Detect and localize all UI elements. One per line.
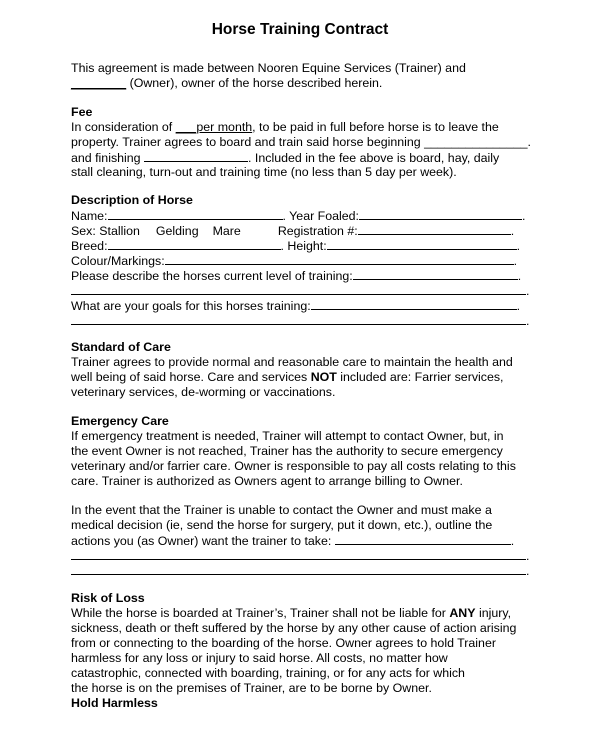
actions-label: actions you (as Owner) want the trainer to take: — [71, 534, 335, 548]
breed-row: Breed: . Height: . — [71, 239, 521, 253]
emergency-p2-line-2: medical decision (ie, send the horse for surgery, put it down, etc.), outline the — [71, 518, 493, 532]
goals-field-2[interactable] — [71, 313, 526, 325]
standard-heading: Standard of Care — [71, 340, 171, 354]
description-section — [71, 193, 551, 328]
name-field[interactable] — [108, 208, 283, 220]
current-level-row: Please describe the horses current level of training: . — [71, 269, 522, 283]
emergency-section — [71, 414, 551, 489]
current-level-row-2: . — [71, 283, 551, 298]
risk-line: from or connecting to the boarding of the horse. Owner agrees to hold Trainer — [71, 636, 496, 650]
emergency-line: If emergency treatment is needed, Trainer will attempt to contact Owner, but, in — [71, 429, 504, 443]
owner-name-blank[interactable]: ________ — [71, 76, 127, 90]
intro-line-1: This agreement is made between Nooren Equine Services (Trainer) and — [71, 61, 466, 75]
emergency-line: veterinary and/or farrier care. Owner is responsible to pay all costs relating to this — [71, 459, 516, 473]
risk-line: catastrophic, connected with boarding, training, or for any acts for which — [71, 666, 465, 680]
height-field[interactable] — [327, 238, 517, 250]
risk-section — [71, 591, 551, 711]
intro-line-2-text: (Owner), owner of the horse described herein. — [126, 76, 383, 90]
actions-row-3: . — [71, 563, 551, 578]
registration-label: Registration #: — [277, 224, 358, 238]
finishing-date-field[interactable] — [144, 150, 248, 162]
description-heading: Description of Horse — [71, 193, 193, 207]
registration-field[interactable] — [358, 223, 511, 235]
risk-line-1 — [71, 606, 551, 621]
hold-harmless-heading: Hold Harmless — [71, 696, 158, 710]
mare-option[interactable]: Mare — [212, 224, 241, 238]
gelding-option[interactable]: Gelding — [155, 224, 199, 238]
colour-field[interactable] — [165, 253, 514, 265]
current-level-field[interactable] — [353, 268, 518, 280]
risk-text: injury, — [475, 606, 512, 620]
goals-label: What are your goals for this horses training: — [71, 299, 311, 313]
intro-line-2 — [71, 76, 551, 91]
goals-row: What are your goals for this horses training: . — [71, 299, 521, 313]
fee-text: and finishing — [71, 151, 145, 165]
height-label: Height: — [287, 239, 327, 253]
any-emphasis: ANY — [449, 606, 476, 620]
page-title: Horse Training Contract — [211, 21, 389, 38]
emergency-line: the event Owner is not reached, Trainer has the authority to secure emergency — [71, 444, 503, 458]
fee-line-1 — [71, 120, 551, 135]
colour-row: Colour/Markings: . — [71, 254, 518, 268]
name-row: Name: . Year Foaled: . — [71, 209, 526, 223]
year-foaled-label: Year Foaled: — [289, 209, 359, 223]
standard-text: well being of said horse. Care and services — [71, 370, 311, 384]
risk-line: the horse is on the premises of Trainer, are to be borne by Owner. — [71, 681, 432, 695]
fee-heading: Fee — [71, 105, 93, 119]
emergency-heading: Emergency Care — [71, 414, 169, 428]
emergency-paragraph-2 — [71, 503, 551, 578]
risk-heading: Risk of Loss — [71, 591, 145, 605]
emergency-line: care. Trainer is authorized as Owners agent to arrange billing to Owner. — [71, 474, 463, 488]
not-emphasis: NOT — [310, 370, 337, 384]
standard-line-1: Trainer agrees to provide normal and reasonable care to maintain the health and — [71, 355, 513, 369]
intro-paragraph — [71, 61, 551, 91]
standard-section — [71, 340, 551, 400]
sex-row: Sex: Stallion Gelding Mare Registration #: . — [71, 224, 515, 238]
fee-line-3: and finishing . Included in the fee above is board, hay, daily — [71, 151, 500, 165]
standard-line-2 — [71, 370, 551, 385]
fee-line-4: stall cleaning, turn-out and training time (no less than 5 day per week). — [71, 165, 457, 179]
fee-text: Included in the fee above is board, hay, daily — [251, 151, 500, 165]
fee-section — [71, 105, 551, 180]
risk-line: sickness, death or theft suffered by the horse by any other cause of action arising — [71, 621, 517, 635]
fee-line-2: property. Trainer agrees to board and train said horse beginning _______________. — [71, 135, 531, 149]
emergency-p2-line-1: In the event that the Trainer is unable to contact the Owner and must make a — [71, 503, 492, 517]
emergency-p2-line-3: actions you (as Owner) want the trainer to take: . — [71, 534, 515, 548]
name-label: Name: — [71, 209, 108, 223]
colour-label: Colour/Markings: — [71, 254, 165, 268]
year-foaled-field[interactable] — [359, 208, 522, 220]
risk-line: harmless for any loss or injury to said horse. All costs, no matter how — [71, 651, 448, 665]
breed-field[interactable] — [108, 238, 281, 250]
goals-row-2: . — [71, 313, 551, 328]
goals-field[interactable] — [311, 298, 517, 310]
standard-line-3: veterinary services, de-worming or vaccinations. — [71, 385, 336, 399]
fee-amount-blank[interactable]: ___per month — [175, 120, 253, 134]
actions-field[interactable] — [335, 533, 511, 545]
standard-text: included are: Farrier services, — [336, 370, 504, 384]
current-level-label: Please describe the horses current level of training: — [71, 269, 353, 283]
breed-label: Breed: — [71, 239, 108, 253]
fee-text: , to be paid in full before horse is to leave the — [252, 120, 499, 134]
actions-field-2[interactable] — [71, 548, 526, 560]
actions-row-2: . — [71, 548, 551, 563]
sex-label: Sex: Stallion — [71, 224, 140, 238]
current-level-field-2[interactable] — [71, 283, 526, 295]
risk-text: While the horse is boarded at Trainer’s, Trainer shall not be liable for — [71, 606, 450, 620]
fee-text: In consideration of — [71, 120, 176, 134]
actions-field-3[interactable] — [71, 563, 526, 575]
